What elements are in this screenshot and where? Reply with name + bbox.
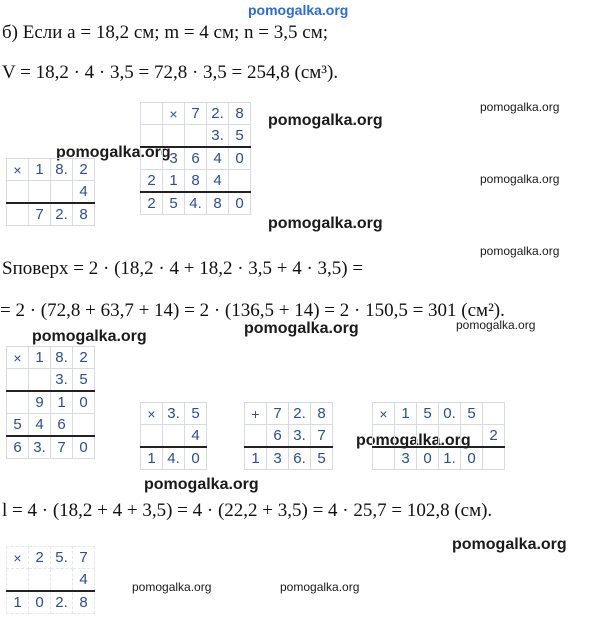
op-sign: × xyxy=(7,159,29,181)
watermark: pomogalka.org xyxy=(480,172,560,186)
watermark: pomogalka.org xyxy=(356,432,471,449)
watermark: pomogalka.org xyxy=(480,100,560,114)
watermark: pomogalka.org xyxy=(280,580,360,594)
watermark: pomogalka.org xyxy=(56,144,171,161)
watermark: pomogalka.org xyxy=(144,476,259,493)
edge-length-line: l = 4 · (18,2 + 4 + 3,5) = 4 · (22,2 + 3,5) = 4 · 25,7 = 102,8 (см). xyxy=(2,500,493,521)
watermark: pomogalka.org xyxy=(268,112,383,129)
watermark: pomogalka.org xyxy=(268,215,383,232)
watermark: pomogalka.org xyxy=(452,536,567,553)
surface-line-2: = 2 · (72,8 + 63,7 + 14) = 2 · (136,5 + 14) = 2 · 150,5 = 301 (см²). xyxy=(0,300,505,321)
volume-line: V = 18,2 · 4 · 3,5 = 72,8 · 3,5 = 254,8 (см³). xyxy=(2,62,339,83)
watermark: pomogalka.org xyxy=(456,318,536,332)
calc-72-8-plus-63-7: + 7 2. 8 6 3. 7 1 3 6. 5 xyxy=(244,402,333,470)
watermark: pomogalka.org xyxy=(244,320,359,337)
watermark: pomogalka.org xyxy=(132,580,212,594)
calc-72-8-times-3-5: × 7 2. 8 3. 5 3 6 4 0 2 1 8 4 2 5 4. 8 0 xyxy=(140,102,251,215)
calc-25-7-times-4: × 2 5. 7 4 1 0 2. 8 xyxy=(6,546,95,614)
watermark-top: pomogalka.org xyxy=(248,2,349,18)
calc-18-2-times-3-5: × 1 8. 2 3. 5 9 1 0 5 4 6 6 3. 7 0 xyxy=(6,346,95,459)
condition-line: б) Если a = 18,2 см; m = 4 см; n = 3,5 см; xyxy=(2,22,328,43)
calc-18-2-times-4: × 1 8. 2 4 7 2. 8 xyxy=(6,158,95,226)
calc-3-5-times-4: × 3. 5 4 1 4. 0 xyxy=(140,402,207,470)
calc-150-5-times-2: × 1 5 0. 5 2 3 0 1. 0 xyxy=(372,402,505,470)
surface-line-1: Sповерх = 2 · (18,2 · 4 + 18,2 · 3,5 + 4 · 3,5) = xyxy=(2,258,364,279)
watermark: pomogalka.org xyxy=(480,244,560,258)
watermark: pomogalka.org xyxy=(32,328,147,345)
